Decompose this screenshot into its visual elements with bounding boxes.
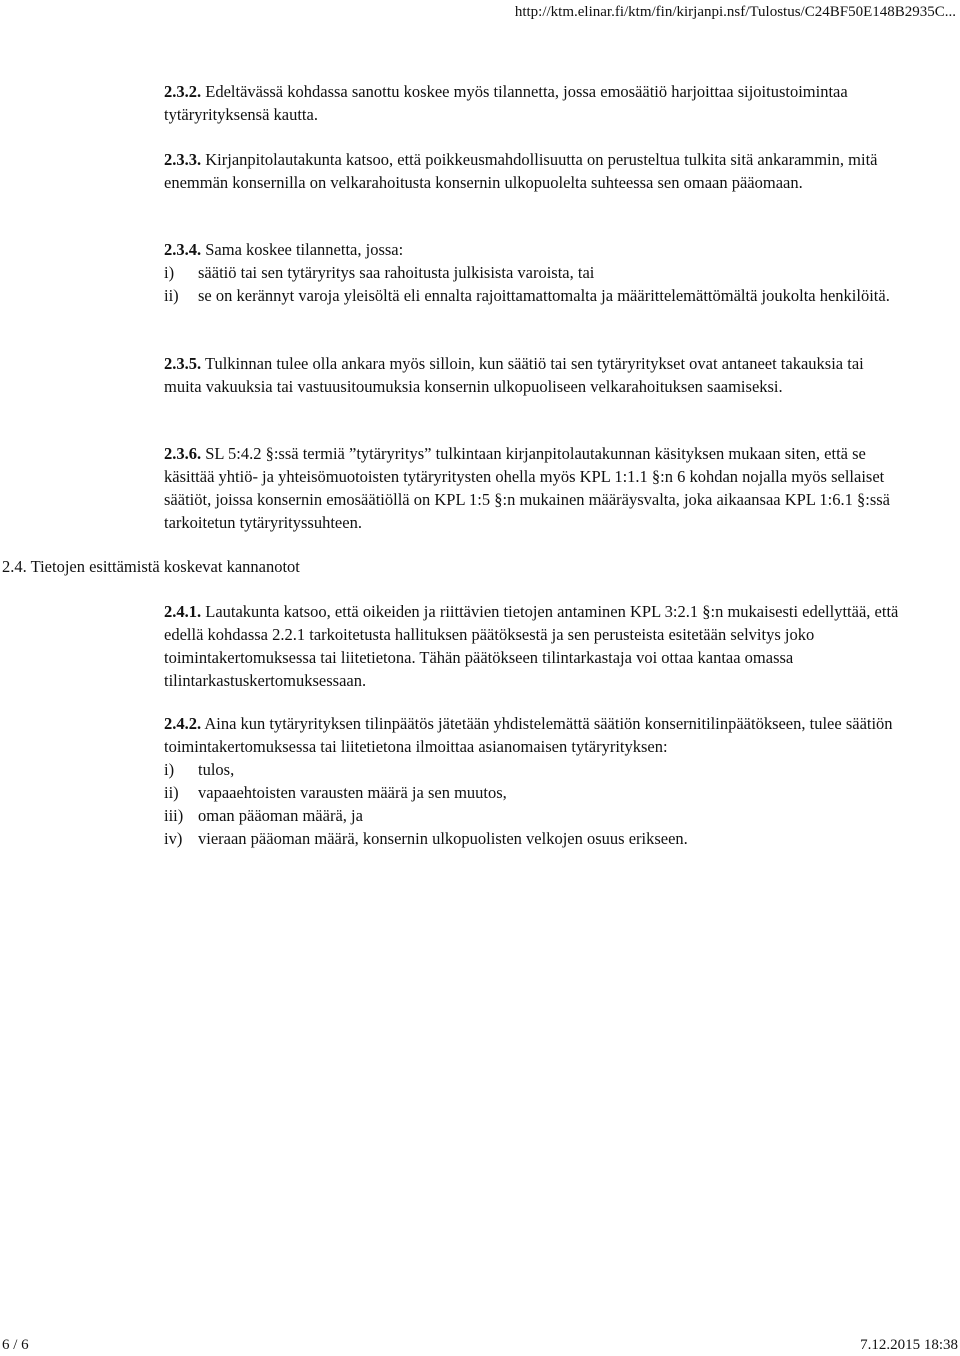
list-item <box>164 284 904 307</box>
section-number: 2.3.6. <box>164 444 202 463</box>
section-text: Tulkinnan tulee olla ankara myös silloin, kun säätiö tai sen tytäryritykset ovat antaneet takauksia tai muita vakuuksia tai vastuusitoumuksia konsernin ulkopuoliseen velkarahoituksen saamiseksi. <box>164 354 864 396</box>
section-2-3-2 <box>164 80 904 126</box>
section-number: 2.3.2. <box>164 82 202 101</box>
list-item <box>164 804 904 827</box>
section-number: 2.4.1. <box>164 602 202 621</box>
section-number: 2.3.5. <box>164 354 202 373</box>
list-item <box>164 827 904 850</box>
section-text: Sama koskee tilannetta, jossa: <box>201 240 404 259</box>
section-number: 2.4.2. <box>164 714 202 733</box>
list-item <box>164 781 904 804</box>
section-heading-2-4: 2.4. Tietojen esittämistä koskevat kannanotot <box>2 557 300 576</box>
section-2-3-3 <box>164 148 904 194</box>
page-header-url: http://ktm.elinar.fi/ktm/fin/kirjanpi.nsf/Tulostus/C24BF50E148B2935C... <box>514 4 956 20</box>
list-marker: ii) <box>164 286 179 305</box>
print-datetime: 7.12.2015 18:38 <box>860 1337 958 1353</box>
section-number: 2.3.3. <box>164 150 202 169</box>
list-marker: iv) <box>164 829 183 848</box>
section-text: SL 5:4.2 §:ssä termiä ”tytäryritys” tulkintaan kirjanpitolautakunnan käsityksen mukaan siten, että se käsittää yhtiö- ja yhteisömuotoisten tytäryritysten ohella myös KPL 1:1.1 §:n 6 kohdan nojalla myös sellaiset säätiöt, joissa konsernin emosäätiöllä on KPL 1:5 §:n mukainen määräysvalta, joka aikaansaa KPL 1:6.1 §:ssä tarkoitetun tytäryrityssuhteen. <box>164 444 890 532</box>
section-2-3-6 <box>164 442 904 534</box>
list-item <box>164 758 904 781</box>
list-text: säätiö tai sen tytäryritys saa rahoitusta julkisista varoista, tai <box>198 263 595 282</box>
section-2-4-1 <box>164 600 904 692</box>
list-marker: i) <box>164 263 175 282</box>
list-text: vieraan pääoman määrä, konsernin ulkopuolisten velkojen osuus erikseen. <box>198 829 688 848</box>
list-text: vapaaehtoisten varausten määrä ja sen muutos, <box>198 783 507 802</box>
section-text: Kirjanpitolautakunta katsoo, että poikkeusmahdollisuutta on perusteltua tulkita sitä ankarammin, mitä enemmän konsernilla on velkarahoitusta konsernin ulkopuolelta suhteessa sen omaan pääomaan. <box>164 150 878 192</box>
section-text: Lautakunta katsoo, että oikeiden ja riittävien tietojen antaminen KPL 3:2.1 §:n mukaisesti edellyttää, että edellä kohdassa 2.2.1 tarkoitetusta hallituksen päätöksestä ja sen perusteista esitetään selvitys joko toimintakertomuksessa tai liitetietona. Tähän päätökseen tilintarkastaja voi ottaa kantaa omassa tilintarkastuskertomuksessaan. <box>164 602 899 690</box>
list-marker: i) <box>164 760 175 779</box>
list-marker: iii) <box>164 806 184 825</box>
section-2-3-4 <box>164 238 904 307</box>
section-text: Edeltävässä kohdassa sanottu koskee myös tilannetta, jossa emosäätiö harjoittaa sijoitustoimintaa tytäryrityksensä kautta. <box>164 82 848 124</box>
list-text: se on kerännyt varoja yleisöltä eli ennalta rajoittamattomalta ja määrittelemättömältä joukolta henkilöitä. <box>198 286 890 305</box>
section-2-3-5 <box>164 352 904 398</box>
list-text: oman pääoman määrä, ja <box>198 806 363 825</box>
page-number: 6 / 6 <box>2 1337 29 1353</box>
list-item <box>164 261 904 284</box>
list-text: tulos, <box>198 760 235 779</box>
section-number: 2.3.4. <box>164 240 202 259</box>
section-text: Aina kun tytäryrityksen tilinpäätös jätetään yhdistelemättä säätiön konsernitilinpäätökseen, tulee säätiön toimintakertomuksessa tai liitetietona ilmoittaa asianomaisen tytäryrityksen: <box>164 714 893 756</box>
section-2-4-2 <box>164 712 904 850</box>
list-marker: ii) <box>164 783 179 802</box>
